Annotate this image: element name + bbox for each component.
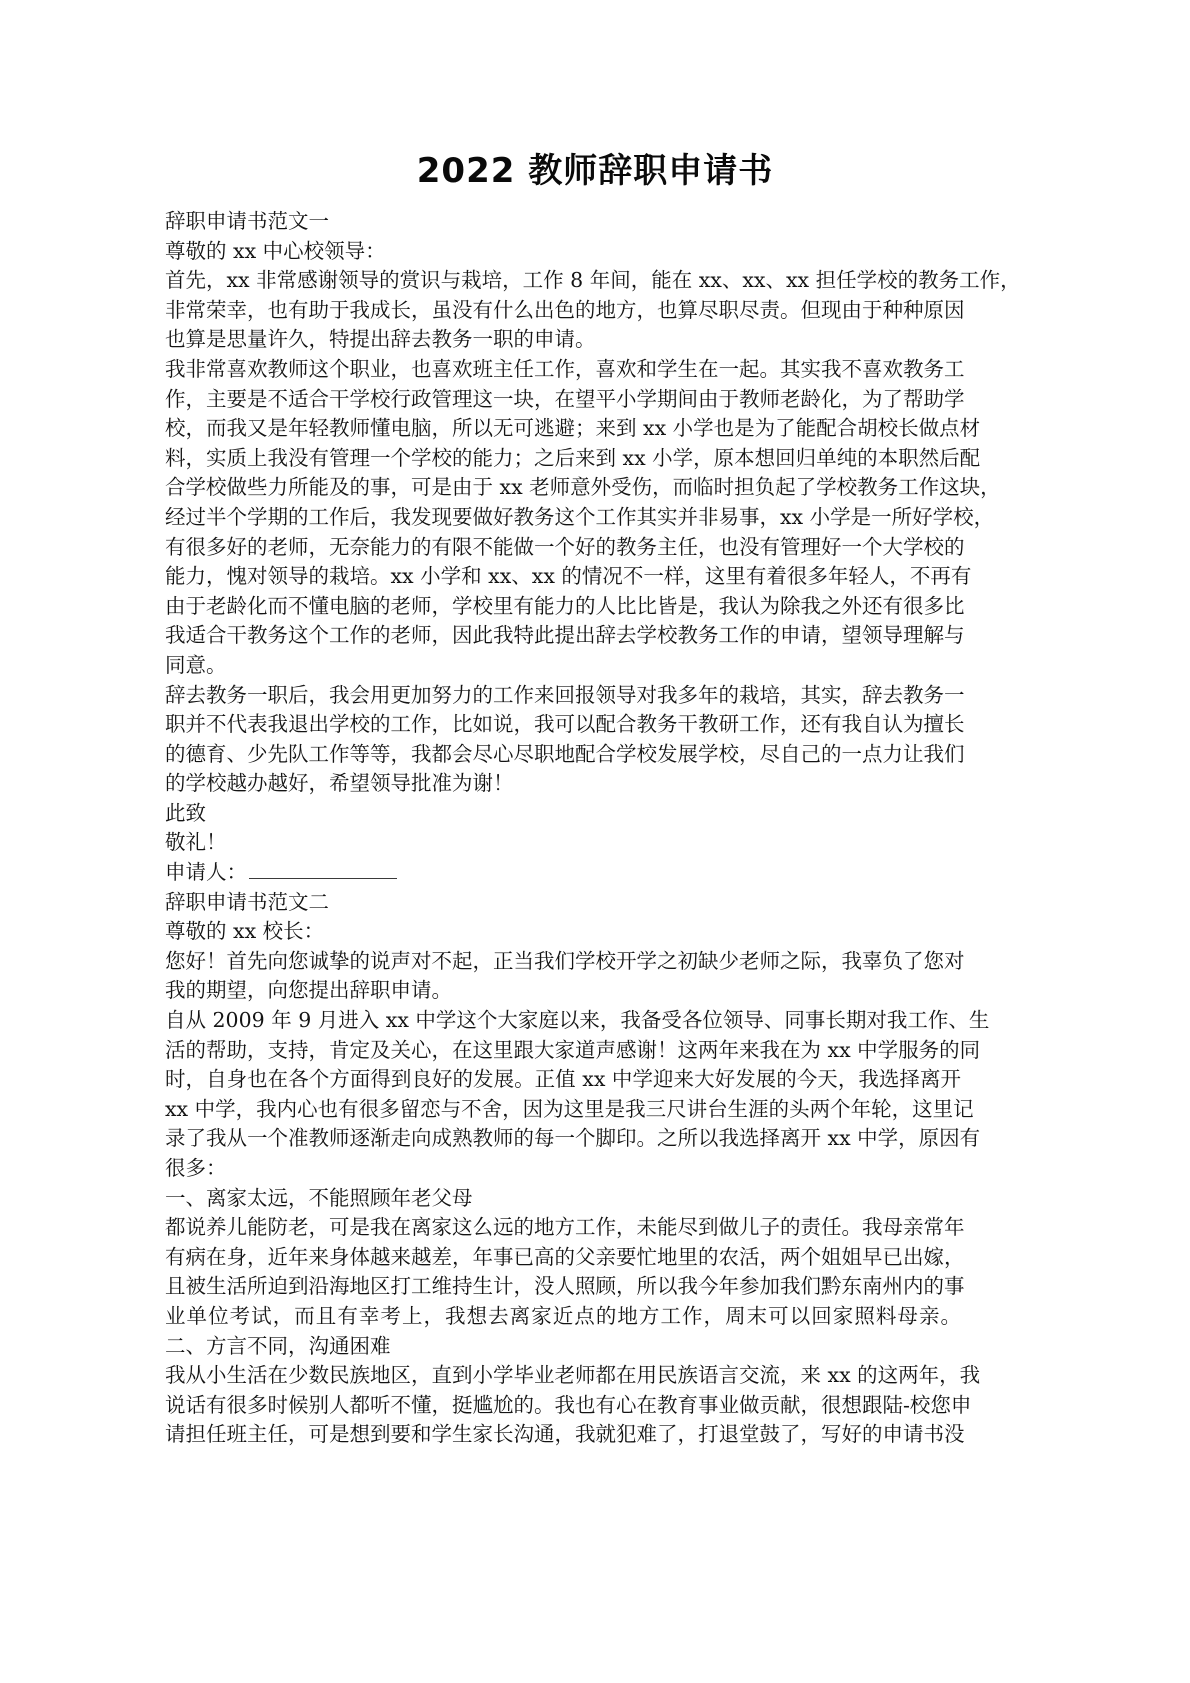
body-line xyxy=(165,444,981,474)
body-line-text: 非常荣幸，也有助于我成长，虽没有什么出色的地方，也算尽职尽责。但现由于种种原因 xyxy=(165,297,965,322)
body-line xyxy=(165,503,995,533)
salutation-2: 尊敬的 xx 校长： xyxy=(165,919,325,944)
body-line xyxy=(165,710,965,740)
body-line-text: 请担任班主任，可是想到要和学生家长沟通，我就犯难了，打退堂鼓了，写好的申请书没 xyxy=(165,1422,965,1447)
body-line-text: 的德育、少先队工作等等，我都会尽心尽职地配合学校发展学校，尽自己的一点力让我们 xyxy=(165,741,965,766)
closing-jingli: 敬礼！ xyxy=(165,830,227,855)
body-line-text: 作，主要是不适合干学校行政管理这一块，在望平小学期间由于教师老龄化，为了帮助学 xyxy=(165,386,965,411)
body-line-text: 职并不代表我退出学校的工作，比如说，我可以配合教务干教研工作，还有我自认为擅长 xyxy=(165,712,965,737)
salutation-1: 尊敬的 xx 中心校领导： xyxy=(165,238,386,263)
body-line-text: xx 中学，我内心也有很多留恋与不舍，因为这里是我三尺讲台生涯的头两个年轮，这里记 xyxy=(165,1096,974,1121)
body-line-text: 校，而我又是年轻教师懂电脑，所以无可逃避；来到 xx 小学也是为了能配合胡校长做点材 xyxy=(165,416,981,441)
body-line: 也算是思量许久，特提出辞去教务一职的申请。 xyxy=(165,327,596,352)
body-line-text: 首先，xx 非常感谢领导的赏识与栽培，工作 8 年间，能在 xx、xx、xx 担任学校的教务工作， xyxy=(165,268,1021,293)
body-line-text: 我非常喜欢教师这个职业，也喜欢班主任工作，喜欢和学生在一起。其实我不喜欢教务工 xyxy=(165,356,965,381)
body-line-text: 且被生活所迫到沿海地区打工维持生计，没人照顾，所以我今年参加我们黔东南州内的事 xyxy=(165,1274,965,1299)
body-line xyxy=(165,1272,965,1302)
document-body xyxy=(165,207,1021,1450)
body-line-text: 自从 2009 年 9 月进入 xx 中学这个大家庭以来，我备受各位领导、同事长期对我工作、生 xyxy=(165,1008,990,1033)
body-line-text: 时，自身也在各个方面得到良好的发展。正值 xx 中学迎来大好发展的今天，我选择离开 xyxy=(165,1067,961,1092)
body-line-text: 活的帮助，支持，肯定及关心，在这里跟大家道声感谢！这两年来我在为 xx 中学服务的同 xyxy=(165,1037,981,1062)
body-line: 很多： xyxy=(165,1156,227,1180)
signature-row xyxy=(165,858,961,888)
signature-label: 申请人： xyxy=(165,860,247,885)
body-line-text: 辞去教务一职后，我会用更加努力的工作来回报领导对我多年的栽培，其实，辞去教务一 xyxy=(165,682,965,707)
body-line-text: 有很多好的老师，无奈能力的有限不能做一个好的教务主任，也没有管理好一个大学校的 xyxy=(165,534,965,559)
body-line xyxy=(165,1391,972,1421)
body-line xyxy=(165,1124,981,1154)
body-line xyxy=(165,621,965,651)
body-line: 我的期望，向您提出辞职申请。 xyxy=(165,978,452,1003)
body-line-text: 我适合干教务这个工作的老师，因此我特此提出辞去学校教务工作的申请，望领导理解与 xyxy=(165,623,965,648)
body-line xyxy=(165,296,965,326)
body-line-text: 说话有很多时候别人都听不懂，挺尴尬的。我也有心在教育事业做贡献，很想跟陆-校您申 xyxy=(165,1392,972,1417)
body-line xyxy=(165,1065,961,1095)
section-heading-1: 辞职申请书范文一 xyxy=(165,209,329,233)
body-line xyxy=(165,355,965,385)
body-line xyxy=(165,266,1021,296)
body-line xyxy=(165,740,965,770)
body-line xyxy=(165,473,1001,503)
body-line xyxy=(165,1095,974,1125)
body-line xyxy=(165,947,965,977)
body-line xyxy=(165,592,965,622)
section-heading-2: 辞职申请书范文二 xyxy=(165,889,329,914)
body-line xyxy=(165,1361,981,1391)
body-line xyxy=(165,562,972,592)
reason-heading-2: 二、方言不同，沟通困难 xyxy=(165,1333,391,1358)
body-line: 同意。 xyxy=(165,652,227,677)
body-line-text: 我从小生活在少数民族地区，直到小学毕业老师都在用民族语言交流，来 xx 的这两年，我 xyxy=(165,1363,981,1388)
body-line-text: 有病在身，近年来身体越来越差，年事已高的父亲要忙地里的农活，两个姐姐早已出嫁， xyxy=(165,1244,965,1269)
body-line xyxy=(165,385,965,415)
body-line xyxy=(165,1006,990,1036)
body-line-text: 料，实质上我没有管理一个学校的能力；之后来到 xx 小学，原本想回归单纯的本职然后配 xyxy=(165,445,981,470)
body-line-text: 业单位考试，而且有幸考上，我想去离家近点的地方工作，周末可以回家照料母亲。 xyxy=(165,1303,961,1328)
body-line-text: 能力，愧对领导的栽培。xx 小学和 xx、xx 的情况不一样，这里有着很多年轻人，不再有 xyxy=(165,564,972,589)
page-title: 2022 教师辞职申请书 xyxy=(416,151,774,191)
body-line: 的学校越办越好，希望领导批准为谢！ xyxy=(165,771,514,796)
reason-heading-1: 一、离家太远，不能照顾年老父母 xyxy=(165,1185,473,1210)
body-line-text: 都说养儿能防老，可是我在离家这么远的地方工作，未能尽到做儿子的责任。我母亲常年 xyxy=(165,1215,965,1240)
signature-blank-field[interactable] xyxy=(249,861,397,879)
closing-cizhi: 此致 xyxy=(165,800,206,825)
body-line xyxy=(165,681,965,711)
body-line xyxy=(165,414,981,444)
body-line xyxy=(165,1036,981,1066)
body-line-text: 合学校做些力所能及的事，可是由于 xx 老师意外受伤，而临时担负起了学校教务工作这块， xyxy=(165,475,1001,500)
body-line-text: 您好！首先向您诚挚的说声对不起，正当我们学校开学之初缺少老师之际，我辜负了您对 xyxy=(165,948,965,973)
body-line-text: 由于老龄化而不懂电脑的老师，学校里有能力的人比比皆是，我认为除我之外还有很多比 xyxy=(165,593,965,618)
body-line-text: 经过半个学期的工作后，我发现要做好教务这个工作其实并非易事，xx 小学是一所好学校， xyxy=(165,504,995,529)
body-line xyxy=(165,1420,965,1450)
body-line xyxy=(165,1243,965,1273)
body-line xyxy=(165,1213,965,1243)
body-line xyxy=(165,533,965,563)
body-line xyxy=(165,1302,961,1332)
body-line-text: 录了我从一个准教师逐渐走向成熟教师的每一个脚印。之所以我选择离开 xx 中学，原因有 xyxy=(165,1126,981,1151)
